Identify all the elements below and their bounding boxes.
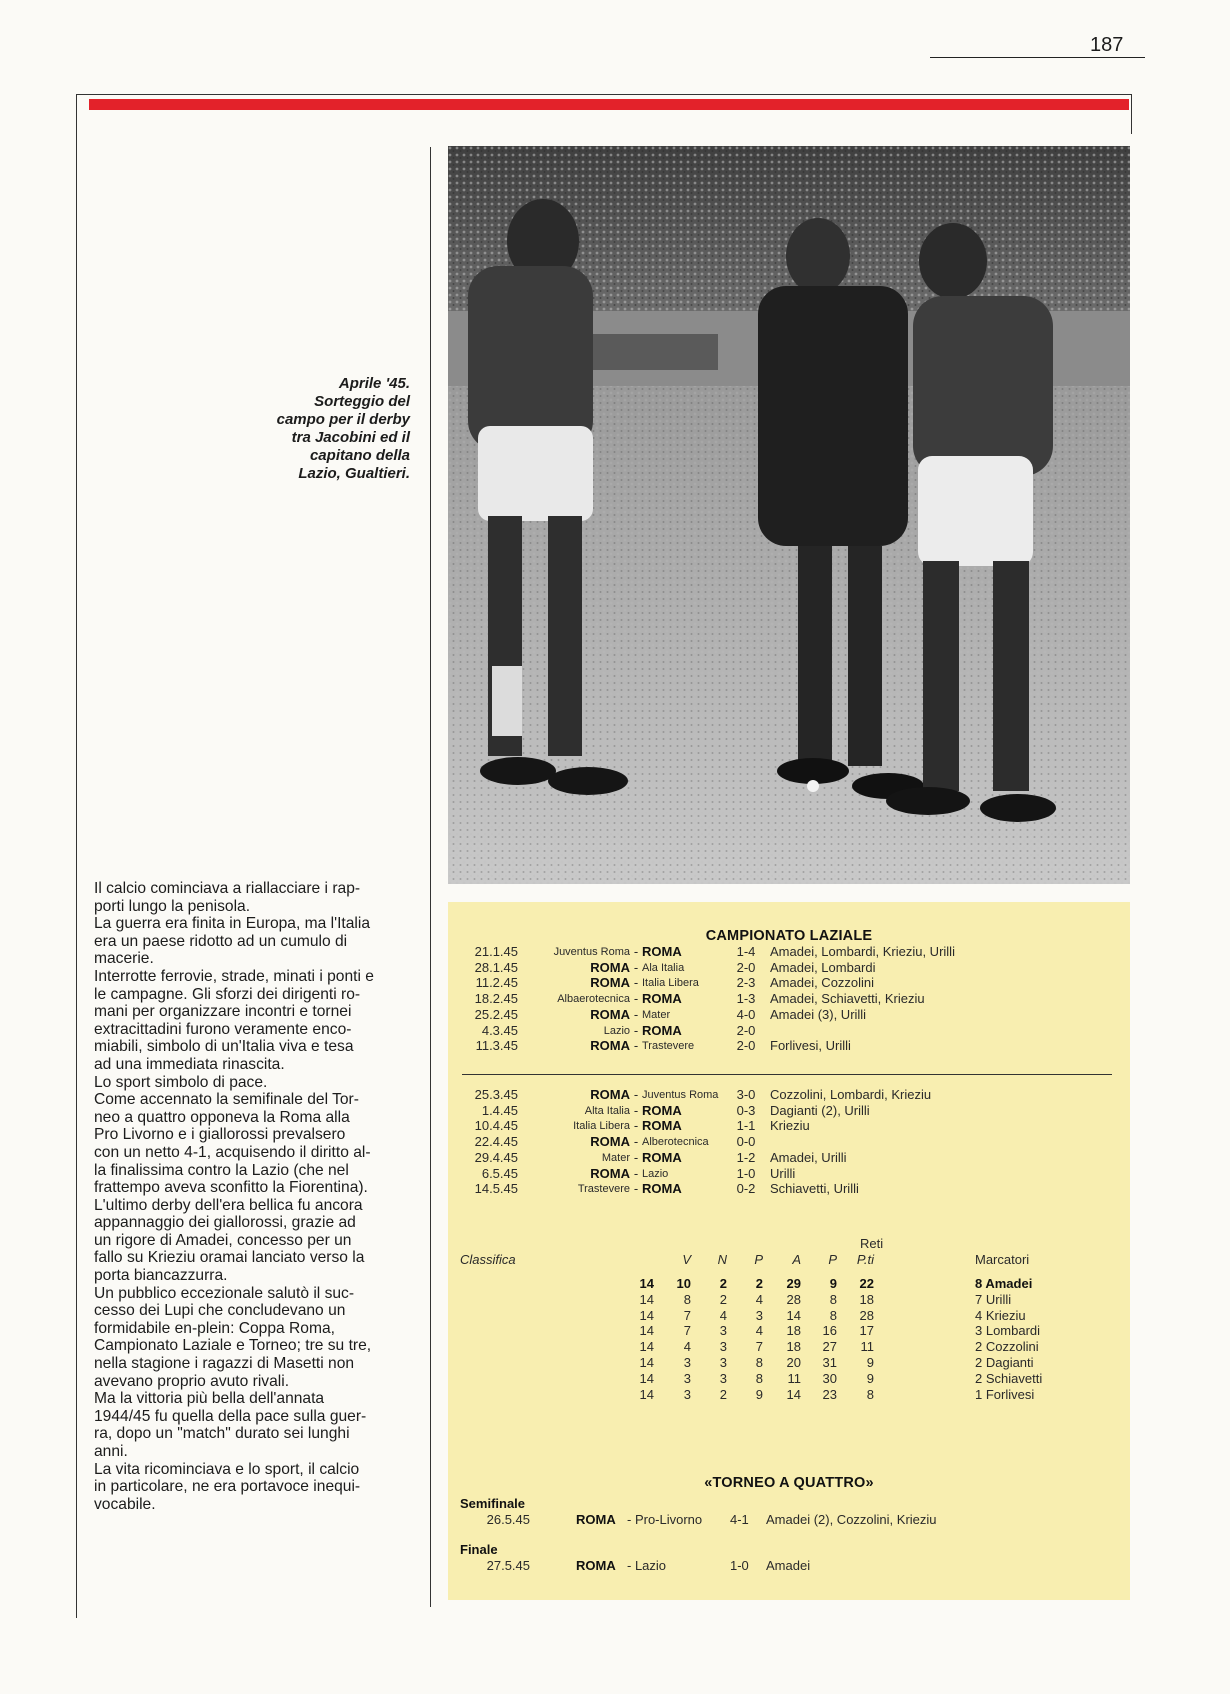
match-dash: - <box>633 959 639 975</box>
match-score: 2-0 <box>736 1038 756 1054</box>
match-score: 2-0 <box>736 959 756 975</box>
standings-wins: 3 <box>683 1355 691 1370</box>
classifica-title: Classifica <box>460 1252 516 1267</box>
match-home: Trastevere <box>577 1183 630 1196</box>
match-dash: - <box>633 1087 639 1102</box>
standings-draws: 3 <box>719 1370 727 1386</box>
standings-goals-for: 20 <box>786 1355 801 1370</box>
match-dash: - <box>633 944 639 959</box>
standings-draws: 3 <box>719 1339 727 1355</box>
match-home: Italia Libera <box>573 1120 630 1133</box>
match-score: 1-1 <box>736 1118 756 1134</box>
match-score: 2-3 <box>736 975 756 991</box>
photo-caption <box>228 375 410 483</box>
standings-goals-against: 23 <box>822 1386 837 1402</box>
standings-row <box>448 1371 1130 1387</box>
header-pp: P <box>828 1252 837 1267</box>
standings-losses: 2 <box>755 1276 763 1291</box>
frame-top-rule <box>76 94 1132 95</box>
standings-row <box>448 1276 1130 1292</box>
scorer-entry: 7 Urilli <box>975 1291 1012 1307</box>
match-row <box>448 944 1130 960</box>
body-line: avevano proprio avuto rivali. <box>94 1372 290 1390</box>
header-v: V <box>682 1252 691 1267</box>
standings-draws: 3 <box>719 1355 727 1370</box>
match-scorers: Cozzolini, Lombardi, Krieziu <box>770 1087 932 1102</box>
match-score: 1-0 <box>736 1165 756 1181</box>
torneo-title: «TORNEO A QUATTRO» <box>704 1475 874 1491</box>
match-away: ROMA <box>642 1022 682 1038</box>
body-line: macerie. <box>94 950 154 968</box>
match-home: Mater <box>601 1151 630 1164</box>
body-line: La vita ricominciava e lo sport, il calcio <box>94 1460 360 1478</box>
match-score: 4-0 <box>736 1006 756 1022</box>
match-date: 1.4.45 <box>481 1102 518 1118</box>
match-away: ROMA <box>642 1118 682 1134</box>
body-line: neo a quattro opponeva la Roma alla <box>94 1108 350 1126</box>
match-row <box>448 1023 1130 1039</box>
match-scorers: Dagianti (2), Urilli <box>770 1102 870 1118</box>
body-line: con un netto 4-1, acquisendo il diritto al- <box>94 1143 371 1161</box>
standings-wins: 4 <box>683 1339 691 1355</box>
standings-losses: 7 <box>755 1339 763 1355</box>
semifinale-label: Semifinale <box>460 1496 526 1511</box>
match-date: 6.5.45 <box>481 1165 518 1181</box>
match-date: 18.2.45 <box>474 991 518 1007</box>
body-line: Il calcio cominciava a riallacciare i rap- <box>94 880 361 897</box>
match-date: 25.3.45 <box>474 1087 518 1102</box>
match-away: Alberotecnica <box>642 1136 709 1149</box>
standings-games: 14 <box>639 1291 654 1307</box>
match-photo <box>448 146 1130 884</box>
semifinale-scorers: Amadei (2), Cozzolini, Krieziu <box>766 1512 937 1527</box>
body-line: Campionato Laziale e Torneo; tre su tre, <box>94 1337 372 1355</box>
body-line: appannaggio dei giallorossi, grazie ad <box>94 1214 356 1232</box>
match-dash: - <box>633 991 639 1007</box>
match-score: 0-0 <box>736 1134 756 1150</box>
standings-draws: 4 <box>719 1307 727 1323</box>
standings-wins: 10 <box>676 1276 691 1291</box>
standings-goals-for: 11 <box>787 1370 801 1386</box>
standings-goals-against: 9 <box>829 1276 837 1291</box>
standings-games: 14 <box>639 1355 654 1370</box>
match-away: Lazio <box>642 1167 669 1180</box>
standings-losses: 8 <box>755 1355 763 1370</box>
match-date: 21.1.45 <box>474 944 518 959</box>
standings-games: 14 <box>639 1307 654 1323</box>
match-away: Ala Italia <box>642 961 685 974</box>
standings-losses: 3 <box>755 1307 763 1323</box>
standings-row <box>448 1339 1130 1355</box>
match-row <box>448 1038 1130 1054</box>
body-line: L'ultimo derby dell'era bellica fu ancora <box>94 1196 363 1214</box>
scorer-entry: 2 Dagianti <box>975 1355 1034 1370</box>
standings-goals-for: 18 <box>786 1339 801 1355</box>
scorer-entry: 3 Lombardi <box>975 1323 1041 1339</box>
top-rule <box>930 57 1145 58</box>
body-line: Lo sport simbolo di pace. <box>94 1073 268 1091</box>
standings-games: 14 <box>639 1339 654 1355</box>
body-line: fallo su Krieziu oramai lanciato verso la <box>94 1249 365 1267</box>
standings-goals-for: 29 <box>786 1276 801 1291</box>
scorer-entry: 1 Forlivesi <box>975 1386 1035 1402</box>
body-line: Come accennato la semifinale del Tor- <box>94 1091 359 1109</box>
match-home: Lazio <box>603 1024 630 1037</box>
match-row <box>448 1166 1130 1182</box>
match-away: Italia Libera <box>642 977 699 990</box>
standings-goals-against: 8 <box>829 1307 837 1323</box>
match-scorers: Amadei, Urilli <box>770 1149 847 1165</box>
match-home: ROMA <box>590 1038 630 1054</box>
frame-left-rule <box>76 94 77 1618</box>
standings-row <box>448 1308 1130 1324</box>
match-row <box>448 1181 1130 1197</box>
match-score: 0-2 <box>736 1181 756 1197</box>
match-row <box>448 960 1130 976</box>
match-dash: - <box>633 1165 639 1181</box>
caption-line: Sorteggio del <box>314 393 410 410</box>
standings-points: 28 <box>859 1307 874 1323</box>
scorer-entry: 4 Krieziu <box>975 1307 1026 1323</box>
standings-row <box>448 1387 1130 1403</box>
body-line: Un pubblico eccezionale salutò il suc- <box>94 1284 355 1302</box>
body-line: porti lungo la penisola. <box>94 897 251 915</box>
match-away: Juventus Roma <box>642 1089 719 1101</box>
match-date: 22.4.45 <box>474 1134 518 1150</box>
standings-goals-against: 30 <box>822 1370 837 1386</box>
match-row <box>448 1134 1130 1150</box>
match-scorers: Amadei, Cozzolini <box>770 975 875 991</box>
article-body <box>94 880 416 1513</box>
standings-goals-for: 28 <box>786 1291 801 1307</box>
body-line: nella stagione i ragazzi di Masetti non <box>94 1355 355 1373</box>
standings-goals-against: 31 <box>822 1355 837 1370</box>
standings-wins: 7 <box>683 1307 691 1323</box>
standings-games: 14 <box>639 1386 654 1402</box>
match-scorers: Amadei, Lombardi, Krieziu, Urilli <box>770 944 955 959</box>
body-line: cesso dei Lupi che concludevano un <box>94 1302 346 1320</box>
match-away: ROMA <box>642 1181 682 1197</box>
match-scorers: Amadei, Lombardi <box>770 959 876 975</box>
scorer-entry: 8 Amadei <box>975 1276 1033 1291</box>
standings-losses: 4 <box>755 1323 763 1339</box>
marcatori-label: Marcatori <box>975 1252 1030 1267</box>
match-scorers: Schiavetti, Urilli <box>770 1181 859 1197</box>
match-row <box>448 1150 1130 1166</box>
body-line: formidabile en-plein: Coppa Roma, <box>94 1319 335 1337</box>
caption-line: capitano della <box>309 447 410 464</box>
round-divider <box>462 1074 1112 1075</box>
standings-draws: 3 <box>719 1323 727 1339</box>
match-date: 28.1.45 <box>474 959 518 975</box>
page-number: 187 <box>1090 34 1124 56</box>
match-home: ROMA <box>590 959 630 975</box>
body-line: Pro Livorno e i giallorossi prevalsero <box>94 1126 346 1144</box>
standings-draws: 2 <box>719 1276 727 1291</box>
header-pt: P.ti <box>856 1252 874 1267</box>
match-score: 1-2 <box>736 1149 756 1165</box>
caption-line: Lazio, Gualtieri. <box>298 465 410 482</box>
stats-box <box>448 902 1130 1600</box>
match-away: ROMA <box>642 991 682 1007</box>
match-date: 25.2.45 <box>474 1006 518 1022</box>
body-line: extracittadini furono veramente enco- <box>94 1020 352 1038</box>
match-dash: - <box>633 1102 639 1118</box>
campionato-title: CAMPIONATO LAZIALE <box>705 928 873 944</box>
match-score: 1-4 <box>736 944 756 959</box>
standings-row <box>448 1355 1130 1371</box>
match-scorers: Amadei (3), Urilli <box>770 1006 867 1022</box>
match-away: Mater <box>642 1008 671 1021</box>
body-line: anni. <box>94 1443 128 1460</box>
match-dash: - <box>633 1006 639 1022</box>
body-line: frattempo aveva sconfitto la Fiorentina). <box>94 1179 368 1197</box>
match-dash: - <box>633 1022 639 1038</box>
match-scorers: Krieziu <box>770 1118 810 1134</box>
match-row <box>448 1087 1130 1103</box>
body-line: un rigore di Amadei, concesso per un <box>94 1231 352 1249</box>
semifinale-away: - Pro-Livorno <box>627 1512 703 1527</box>
body-line: ra, dopo un "match" durato sei lunghi <box>94 1425 350 1443</box>
standings-draws: 2 <box>719 1386 727 1402</box>
standings-wins: 7 <box>683 1323 691 1339</box>
body-line: in particolare, ne era portavoce inequi- <box>94 1478 361 1496</box>
body-line: miabili, simbolo di un'Italia viva e tesa <box>94 1038 354 1056</box>
match-row <box>448 1103 1130 1119</box>
body-line: 1944/45 fu quella della pace sulla guer- <box>94 1407 367 1425</box>
semifinale-home: ROMA <box>576 1512 616 1527</box>
standings-goals-for: 14 <box>786 1307 801 1323</box>
standings-losses: 4 <box>755 1291 763 1307</box>
finale-date: 27.5.45 <box>486 1558 530 1573</box>
standings-points: 8 <box>866 1386 874 1402</box>
body-line: Interrotte ferrovie, strade, minati i ponti e <box>94 967 374 985</box>
body-line: porta biancazzurra. <box>94 1267 228 1285</box>
standings-goals-against: 27 <box>822 1339 837 1355</box>
match-score: 1-3 <box>736 991 756 1007</box>
caption-line: tra Jacobini ed il <box>291 429 410 446</box>
match-dash: - <box>633 1118 639 1134</box>
match-row <box>448 1118 1130 1134</box>
match-dash: - <box>633 1038 639 1054</box>
body-line: la finalissima contro la Lazio (che nel <box>94 1161 349 1179</box>
finale-score: 1-0 <box>730 1558 749 1573</box>
match-dash: - <box>633 1181 639 1197</box>
standings-points: 11 <box>860 1339 874 1355</box>
finale-label: Finale <box>460 1542 498 1557</box>
standings-goals-against: 16 <box>822 1323 837 1339</box>
caption-line: campo per il derby <box>276 411 410 428</box>
standings-games: 14 <box>639 1276 654 1291</box>
match-scorers: Amadei, Schiavetti, Krieziu <box>770 991 925 1007</box>
match-home: ROMA <box>590 1006 630 1022</box>
match-score: 2-0 <box>736 1022 756 1038</box>
match-dash: - <box>633 1149 639 1165</box>
match-away: ROMA <box>642 1149 682 1165</box>
standings-losses: 8 <box>755 1370 763 1386</box>
standings-games: 14 <box>639 1323 654 1339</box>
standings-points: 9 <box>866 1370 874 1386</box>
match-row <box>448 1007 1130 1023</box>
standings-points: 18 <box>859 1291 874 1307</box>
body-line: era un paese ridotto ad un cumulo di <box>94 932 348 950</box>
match-scorers: Forlivesi, Urilli <box>770 1038 851 1054</box>
match-home: Juventus Roma <box>553 946 630 958</box>
standings-wins: 8 <box>683 1291 691 1307</box>
standings-games: 14 <box>639 1370 654 1386</box>
match-away: ROMA <box>642 1102 682 1118</box>
match-date: 14.5.45 <box>474 1181 518 1197</box>
red-header-bar <box>89 99 1129 110</box>
standings-losses: 9 <box>755 1386 763 1402</box>
match-row <box>448 991 1130 1007</box>
match-home: Albaerotecnica <box>557 993 630 1006</box>
match-date: 4.3.45 <box>481 1022 518 1038</box>
column-separator <box>430 147 431 1607</box>
finale-scorers: Amadei <box>766 1558 811 1573</box>
header-a: A <box>792 1252 801 1267</box>
standings-row <box>448 1292 1130 1308</box>
match-dash: - <box>633 975 639 991</box>
body-line: mani per organizzare incontri e tornei <box>94 1003 352 1021</box>
caption-line: Aprile '45. <box>338 375 410 392</box>
semifinale-score: 4-1 <box>730 1512 749 1527</box>
match-score: 0-3 <box>736 1102 756 1118</box>
standings-points: 17 <box>859 1323 874 1339</box>
body-line: La guerra era finita in Europa, ma l'Italia <box>94 915 371 933</box>
match-date: 11.3.45 <box>475 1038 518 1054</box>
match-home: Alta Italia <box>584 1104 630 1117</box>
body-line: vocabile. <box>94 1495 156 1513</box>
standings-points: 9 <box>866 1355 874 1370</box>
standings-points: 22 <box>859 1276 874 1291</box>
header-p: P <box>754 1252 763 1267</box>
match-home: ROMA <box>590 1134 630 1150</box>
reti-label: Reti <box>860 1236 884 1251</box>
match-dash: - <box>633 1134 639 1150</box>
standings-draws: 2 <box>719 1291 727 1307</box>
match-score: 3-0 <box>736 1087 756 1102</box>
standings-goals-against: 8 <box>829 1291 837 1307</box>
header-n: N <box>717 1252 727 1267</box>
finale-home: ROMA <box>576 1558 616 1573</box>
match-away: ROMA <box>642 944 682 959</box>
standings-row <box>448 1323 1130 1339</box>
standings-wins: 3 <box>683 1386 691 1402</box>
match-date: 11.2.45 <box>475 975 518 991</box>
match-away: Trastevere <box>642 1040 695 1053</box>
standings-wins: 3 <box>683 1370 691 1386</box>
body-line: le campagne. Gli sforzi dei dirigenti ro- <box>94 985 361 1003</box>
match-home: ROMA <box>590 1165 630 1181</box>
frame-right-rule <box>1131 94 1132 134</box>
match-home: ROMA <box>590 1087 630 1102</box>
scorer-entry: 2 Cozzolini <box>975 1339 1039 1355</box>
body-line: Ma la vittoria più bella dell'annata <box>94 1390 325 1408</box>
match-row <box>448 975 1130 991</box>
match-scorers: Urilli <box>770 1165 796 1181</box>
semifinale-date: 26.5.45 <box>486 1512 530 1527</box>
match-home: ROMA <box>590 975 630 991</box>
standings-goals-for: 14 <box>786 1386 801 1402</box>
standings-goals-for: 18 <box>786 1323 801 1339</box>
scorer-entry: 2 Schiavetti <box>975 1370 1043 1386</box>
body-line: ad una immediata rinascita. <box>94 1055 285 1073</box>
match-date: 10.4.45 <box>474 1118 518 1134</box>
match-date: 29.4.45 <box>474 1149 518 1165</box>
finale-away: - Lazio <box>627 1558 667 1573</box>
